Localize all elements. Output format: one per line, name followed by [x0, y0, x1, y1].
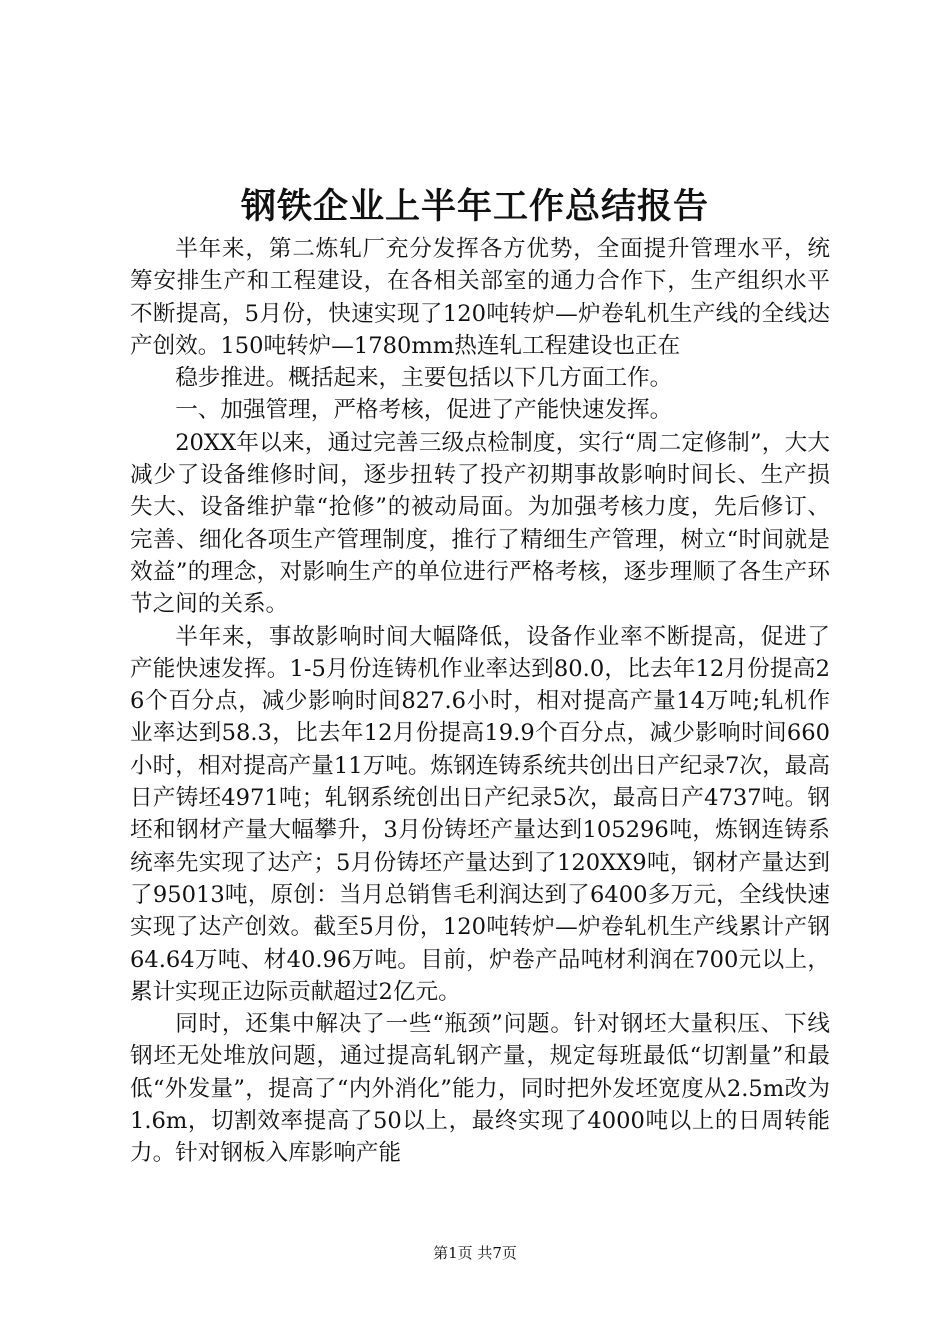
page-footer: 第1页 共7页	[433, 1244, 517, 1262]
paragraph-results: 半年来，事故影响时间大幅降低，设备作业率不断提高，促进了产能快速发挥。1-5月份连铸机作业率达到80.0，比去年12月份提高26个百分点，减少影响时间827.6小时，相对提高产量14万吨;轧机作业率达到58.3，比去年12月份提高19.9个百分点，减少影响时间660小时，相对提高产量11万吨。炼钢连铸系统共创出日产纪录7次，最高日产铸坯4971吨；轧钢系统创出日产纪录5次，最高日产4737吨。钢坯和钢材产量大幅攀升，3月份铸坯产量达到105296吨，炼钢连铸系统率先实现了达产；5月份铸坯产量达到了120XX9吨，钢材产量达到了95013吨，原创：当月总销售毛利润达到了6400多万元，全线快速实现了达产创效。截至5月份，120吨转炉—炉卷轧机生产线累计产钢64.64万吨、材40.96万吨。目前，炉卷产品吨材利润在700元以上，累计实现正边际贡献超过2亿元。	[130, 623, 830, 1005]
paragraph-management: 20XX年以来，通过完善三级点检制度，实行“周二定修制”，大大减少了设备维修时间，逐步扭转了投产初期事故影响时间长、生产损失大、设备维护靠“抢修”的被动局面。为加强考核力度，先后修订、完善、细化各项生产管理制度，推行了精细生产管理，树立“时间就是效益”的理念，对影响生产的单位进行严格考核，逐步理顺了各生产环节之间的关系。	[130, 429, 830, 618]
document-body	[130, 233, 830, 1170]
paragraph-summary: 稳步推进。概括起来，主要包括以下几方面工作。	[175, 365, 673, 392]
section-heading-1: 一、加强管理，严格考核，促进了产能快速发挥。	[175, 397, 673, 424]
paragraph-bottleneck: 同时，还集中解决了一些“瓶颈”问题。针对钢坯大量积压、下线钢坯无处堆放问题，通过提高轧钢产量，规定每班最低“切割量”和最低“外发量”，提高了“内外消化”能力，同时把外发坯宽度从2.5m改为1.6m，切割效率提高了50以上，最终实现了4000吨以上的日周转能力。针对钢板入库影响产能	[130, 1011, 830, 1167]
document-title: 钢铁企业上半年工作总结报告	[240, 186, 709, 227]
paragraph-intro: 半年来，第二炼轧厂充分发挥各方优势，全面提升管理水平，统筹安排生产和工程建设，在各相关部室的通力合作下，生产组织水平不断提高，5月份，快速实现了120吨转炉—炉卷轧机生产线的全线达产创效。150吨转炉—1780mm热连轧工程建设也正在	[130, 236, 830, 359]
